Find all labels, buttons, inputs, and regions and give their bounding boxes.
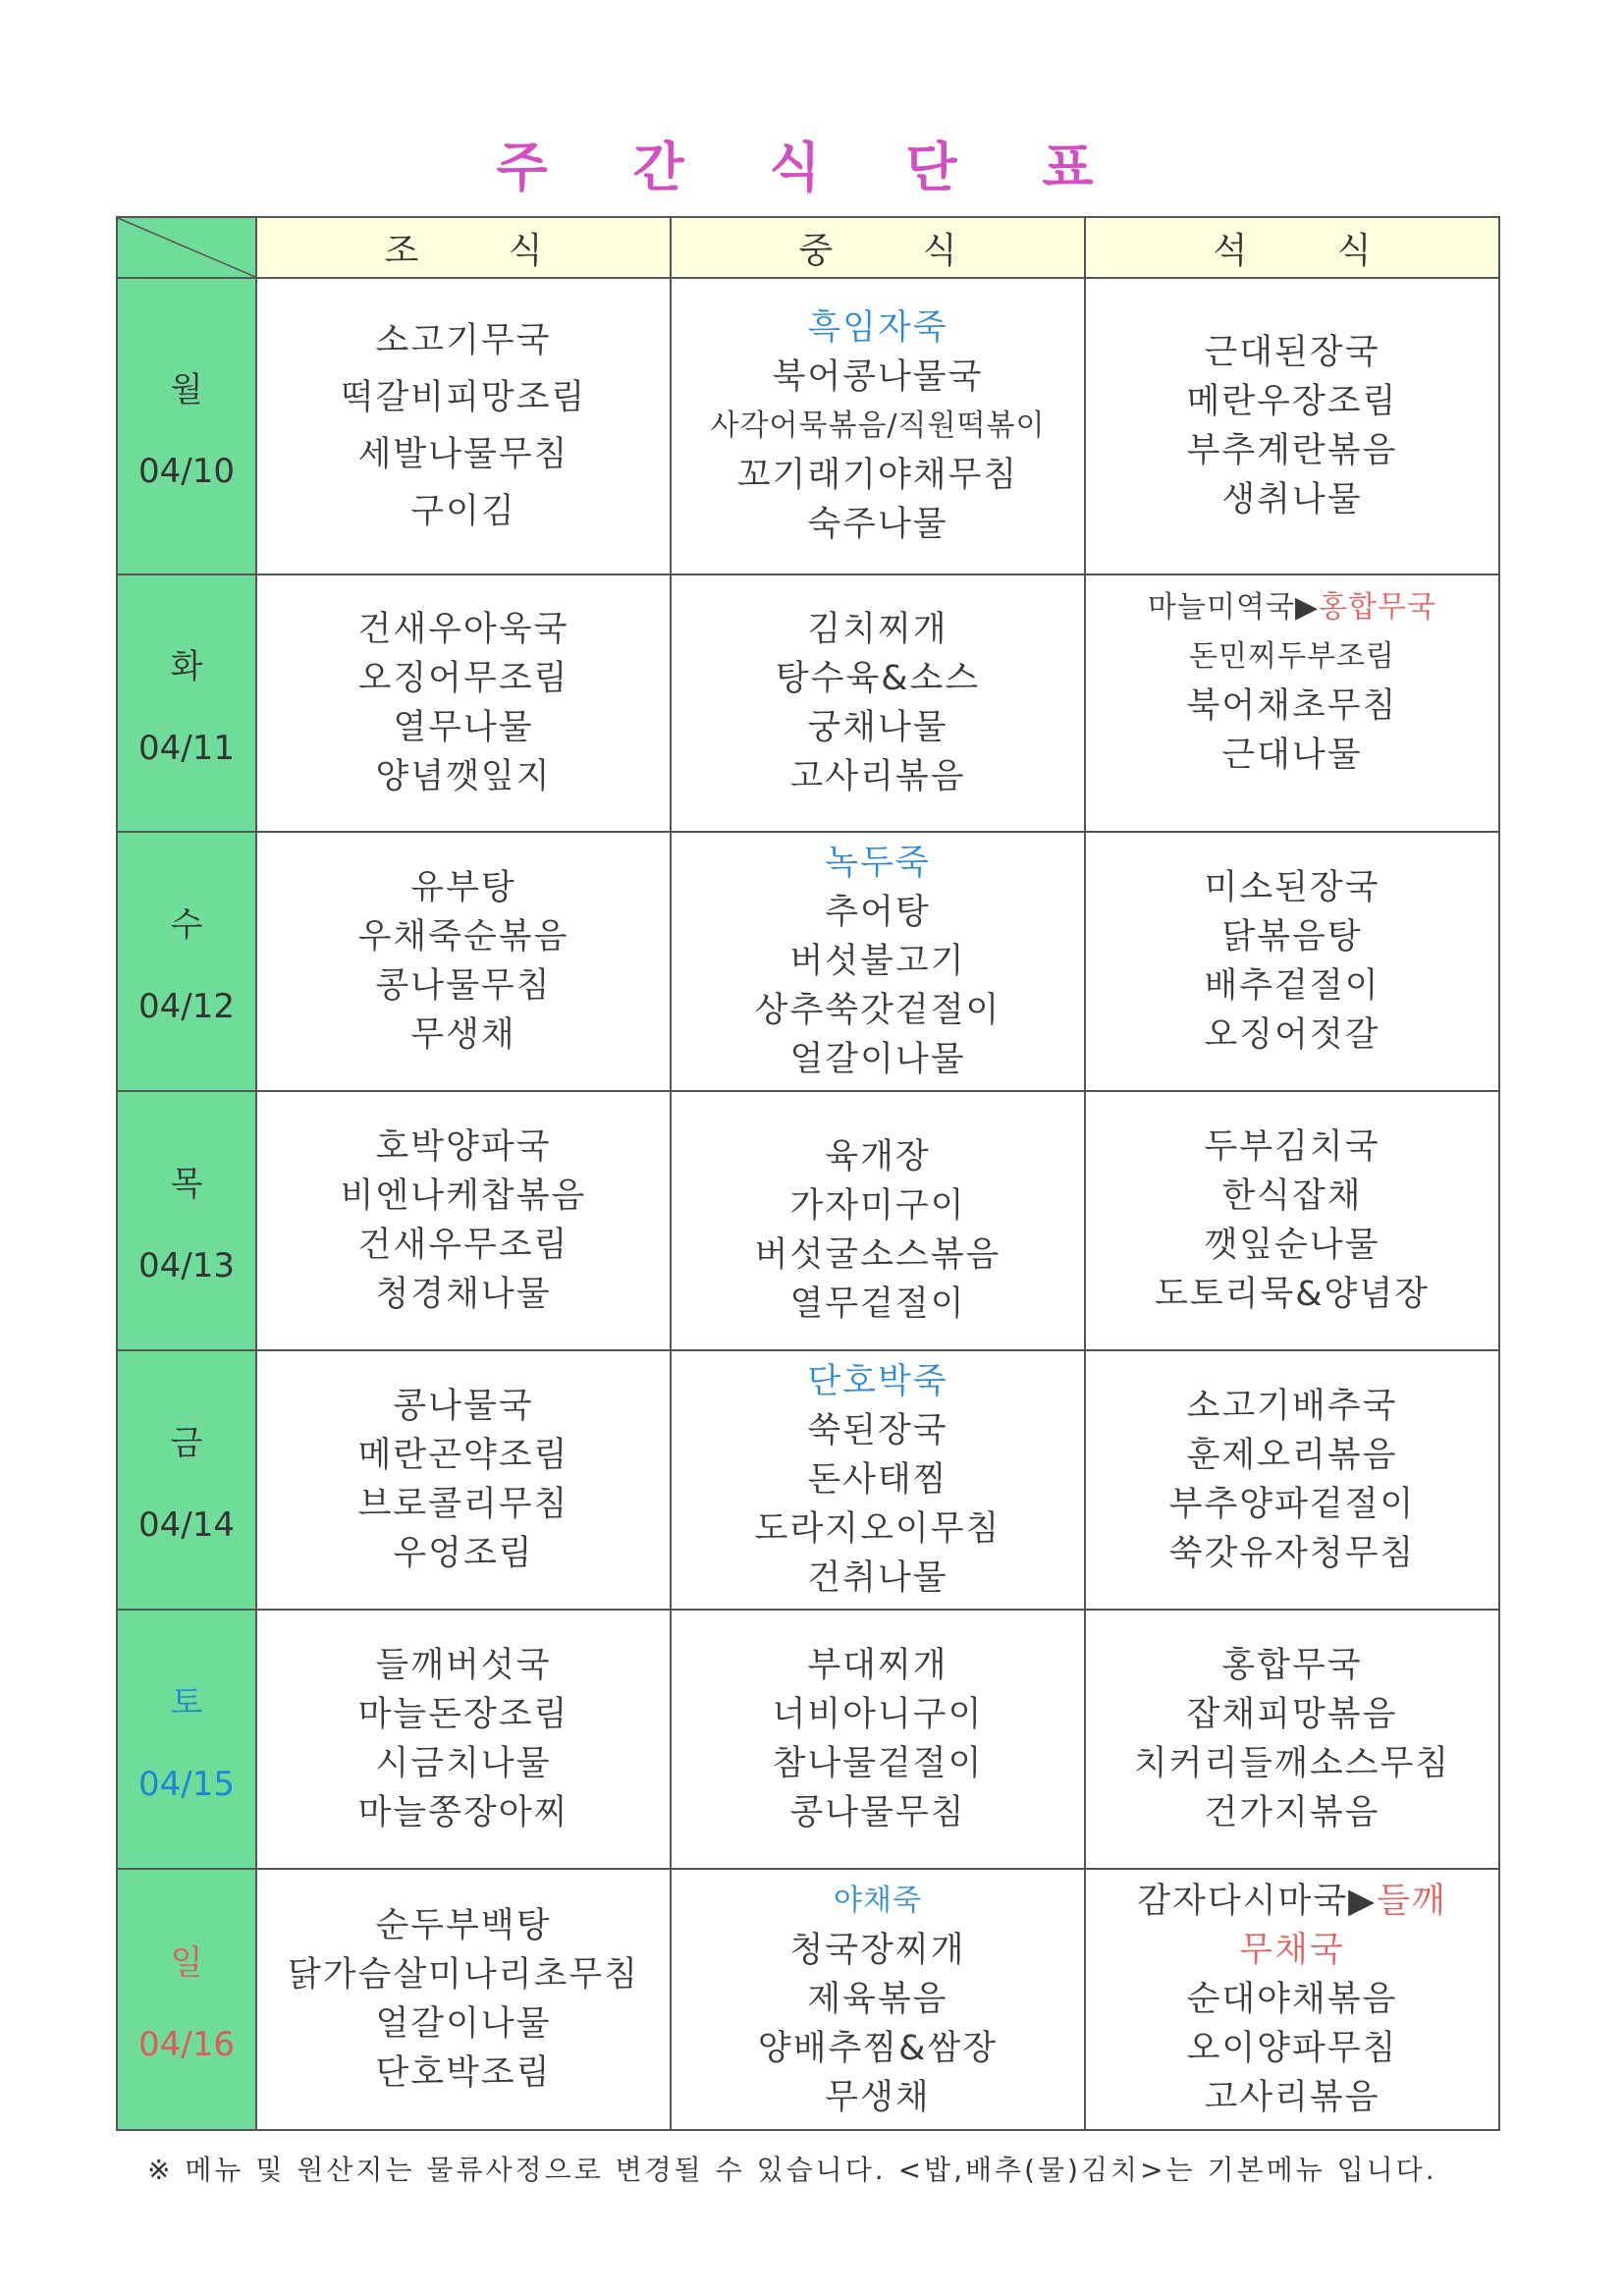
diagonal-line: [118, 218, 255, 277]
breakfast-cell: [256, 574, 671, 832]
menu-item: 오징어젓갈: [1204, 1015, 1380, 1055]
day-date: 04/10: [138, 451, 235, 491]
day-cell: [117, 832, 256, 1091]
day-row-thu: [117, 1091, 1499, 1350]
menu-item: 들깨버섯국: [375, 1646, 552, 1685]
menu-item: 콩나물무침: [789, 1793, 966, 1832]
breakfast-cell: [256, 1091, 671, 1350]
menu-item: 순대야채볶음: [1186, 1980, 1398, 2019]
menu-item: 얼갈이나물: [375, 2004, 552, 2044]
breakfast-cell: [256, 278, 671, 574]
menu-item: 홍합무국: [1221, 1646, 1363, 1685]
menu-item: 탕수육&소스: [775, 659, 981, 698]
menu-item: 깻잎순나물: [1204, 1226, 1380, 1265]
menu-item: 건새우아욱국: [357, 610, 569, 649]
footer-note: ※ 메뉴 및 원산지는 물류사정으로 변경될 수 있습니다. <밥,배추(물)김치>는 기본메뉴 입니다.: [147, 2154, 1437, 2186]
day-row-tue: [117, 574, 1499, 832]
dinner-cell: [1085, 1350, 1499, 1610]
day-row-fri: [117, 1350, 1499, 1610]
menu-item: 잡채피망볶음: [1186, 1695, 1398, 1734]
menu-item: 고사리볶음: [789, 757, 966, 796]
replacement-item-cont: 무채국: [1239, 1931, 1345, 1970]
header-row: [117, 217, 1499, 278]
menu-item: 배추겉절이: [1204, 966, 1380, 1006]
day-row-sun: [117, 1869, 1499, 2130]
menu-item: 꼬기래기야채무침: [736, 456, 1019, 495]
menu-item: 브로콜리무침: [357, 1485, 569, 1524]
menu-item: 단호박조림: [375, 2053, 552, 2093]
menu-item: 미소된장국: [1204, 868, 1380, 907]
menu-item: 무생채: [825, 2078, 931, 2117]
menu-item: 사각어묵볶음/직원떡볶이: [710, 409, 1046, 443]
menu-item: 치커리들깨소스무침: [1133, 1744, 1451, 1783]
menu-item: 무생채: [410, 1015, 516, 1055]
menu-item: 닭볶음탕: [1221, 917, 1363, 957]
menu-item: 우채죽순볶음: [357, 917, 569, 957]
menu-item: 버섯불고기: [789, 942, 966, 981]
menu-item: 구이김: [410, 492, 516, 531]
menu-item: 버섯굴소스볶음: [754, 1235, 1001, 1275]
lunch-cell: [671, 1091, 1085, 1350]
breakfast-cell: [256, 832, 671, 1091]
weekly-menu-table: [116, 216, 1500, 2131]
dinner-cell: [1085, 574, 1499, 832]
replacement-item: 들깨: [1377, 1882, 1447, 1921]
day-name: 토: [170, 1682, 203, 1722]
day-date: 04/12: [138, 986, 235, 1026]
day-name: 목: [170, 1164, 203, 1204]
menu-item: 시금치나물: [375, 1744, 552, 1783]
header-lunch: 중 식: [671, 217, 1085, 278]
menu-item: 부대찌개: [807, 1646, 948, 1685]
breakfast-cell: [256, 1350, 671, 1610]
menu-item: 너비아니구이: [772, 1695, 984, 1734]
menu-item: 청경채나물: [375, 1275, 552, 1314]
lunch-cell: [671, 1610, 1085, 1869]
day-name: 월: [170, 369, 203, 410]
day-date: 04/16: [138, 2024, 235, 2064]
day-date: 04/13: [138, 1245, 235, 1285]
menu-item: 우엉조림: [393, 1534, 534, 1573]
menu-item: 쑥갓유자청무침: [1168, 1534, 1416, 1573]
lunch-cell: [671, 832, 1085, 1091]
menu-item: 소고기무국: [375, 321, 552, 360]
day-name: 화: [170, 646, 203, 686]
menu-item: 생취나물: [1221, 480, 1363, 519]
menu-item: 양념깻잎지: [375, 757, 552, 796]
day-cell: [117, 1091, 256, 1350]
menu-item: 두부김치국: [1204, 1127, 1380, 1167]
menu-item: 소고기배추국: [1186, 1387, 1398, 1426]
page-title: 주 간 식 단 표: [496, 137, 1127, 198]
porridge-item: 단호박죽: [807, 1362, 948, 1401]
menu-item: 청국장찌개: [789, 1931, 966, 1970]
dinner-cell: [1085, 832, 1499, 1091]
replacement-item: 홍합무국: [1319, 590, 1436, 625]
menu-item: 북어채초무침: [1186, 686, 1398, 726]
menu-item: 돈민찌두부조림: [1189, 639, 1395, 674]
menu-item: 마늘돈장조림: [357, 1695, 569, 1734]
menu-item: 콩나물국: [393, 1387, 534, 1426]
day-row-mon: [117, 278, 1499, 574]
day-name: 금: [170, 1423, 203, 1463]
menu-item: 닭가슴살미나리초무침: [287, 1955, 640, 1995]
menu-item: 도라지오이무침: [754, 1509, 1001, 1549]
menu-item: 궁채나물: [807, 708, 948, 747]
menu-item: 북어콩나물국: [772, 357, 984, 397]
menu-item: 비엔나케찹볶음: [340, 1176, 587, 1216]
lunch-cell: [671, 574, 1085, 832]
menu-item: 열무겉절이: [789, 1285, 966, 1324]
menu-item: 오이양파무침: [1186, 2029, 1398, 2068]
day-name: 수: [170, 904, 203, 945]
lunch-cell: [671, 1869, 1085, 2130]
menu-item: 돈사태찜: [807, 1460, 948, 1500]
menu-item: 추어탕: [825, 893, 931, 932]
dinner-cell: [1085, 1091, 1499, 1350]
menu-item: 근대된장국: [1204, 333, 1380, 372]
menu-item: 쑥된장국: [807, 1411, 948, 1450]
menu-item: 양배추찜&쌈장: [757, 2029, 999, 2068]
menu-item: 건새우무조림: [357, 1226, 569, 1265]
dinner-cell: [1085, 1610, 1499, 1869]
menu-item: 건취나물: [807, 1558, 948, 1598]
day-cell: [117, 1610, 256, 1869]
menu-item: 오징어무조림: [357, 659, 569, 698]
menu-item: 부추양파겉절이: [1168, 1485, 1416, 1524]
menu-item: 고사리볶음: [1204, 2078, 1380, 2117]
lunch-cell: [671, 278, 1085, 574]
lunch-cell: [671, 1350, 1085, 1610]
day-date: 04/11: [138, 728, 235, 768]
day-date: 04/14: [138, 1504, 235, 1545]
original-item: 마늘미역국▶: [1148, 590, 1320, 625]
breakfast-cell: [256, 1610, 671, 1869]
original-item: 감자다시마국▶: [1137, 1882, 1378, 1921]
menu-item: 훈제오리볶음: [1186, 1436, 1398, 1475]
menu-item: 메란우장조림: [1186, 382, 1398, 421]
menu-item: 세발나물무침: [357, 435, 569, 474]
menu-item: 한식잡채: [1221, 1176, 1363, 1216]
header-dinner: 석 식: [1085, 217, 1499, 278]
header-breakfast: 조 식: [256, 217, 671, 278]
menu-item: 콩나물무침: [375, 966, 552, 1006]
menu-item: 메란곤약조림: [357, 1436, 569, 1475]
menu-item: 도토리묵&양념장: [1155, 1275, 1430, 1314]
menu-item: 숙주나물: [807, 505, 948, 544]
dinner-cell: [1085, 278, 1499, 574]
menu-item-changed: [1086, 1877, 1498, 1926]
menu-item: 근대나물: [1221, 736, 1363, 775]
menu-item-changed: [1086, 583, 1498, 632]
day-cell: [117, 278, 256, 574]
day-cell: [117, 1869, 256, 2130]
corner-cell: [117, 217, 256, 278]
menu-item: 마늘쫑장아찌: [357, 1793, 569, 1832]
day-date: 04/15: [138, 1764, 235, 1804]
menu-item: 김치찌개: [807, 610, 948, 649]
menu-item: 얼갈이나물: [789, 1040, 966, 1079]
menu-item: 상추쑥갓겉절이: [754, 991, 1001, 1030]
day-name: 일: [170, 1942, 203, 1983]
menu-item: 순두부백탕: [375, 1906, 552, 1945]
day-cell: [117, 1350, 256, 1610]
menu-item: 부추계란볶음: [1186, 431, 1398, 470]
menu-item: 육개장: [825, 1137, 931, 1176]
day-cell: [117, 574, 256, 832]
menu-item: 제육볶음: [807, 1980, 948, 2019]
porridge-item: 흑임자죽: [807, 308, 948, 348]
menu-item: 참나물겉절이: [772, 1744, 984, 1783]
menu-item: 유부탕: [410, 868, 516, 907]
breakfast-cell: [256, 1869, 671, 2130]
menu-item: 가자미구이: [789, 1186, 966, 1226]
menu-item: 호박양파국: [375, 1127, 552, 1167]
dinner-cell: [1085, 1869, 1499, 2130]
menu-item: 건가지볶음: [1204, 1793, 1380, 1832]
porridge-item: 녹두죽: [825, 844, 931, 883]
porridge-item: 야채죽: [834, 1884, 922, 1918]
menu-item: 떡갈비피망조림: [340, 378, 587, 417]
menu-item: 열무나물: [393, 708, 534, 747]
day-row-sat: [117, 1610, 1499, 1869]
day-row-wed: [117, 832, 1499, 1091]
